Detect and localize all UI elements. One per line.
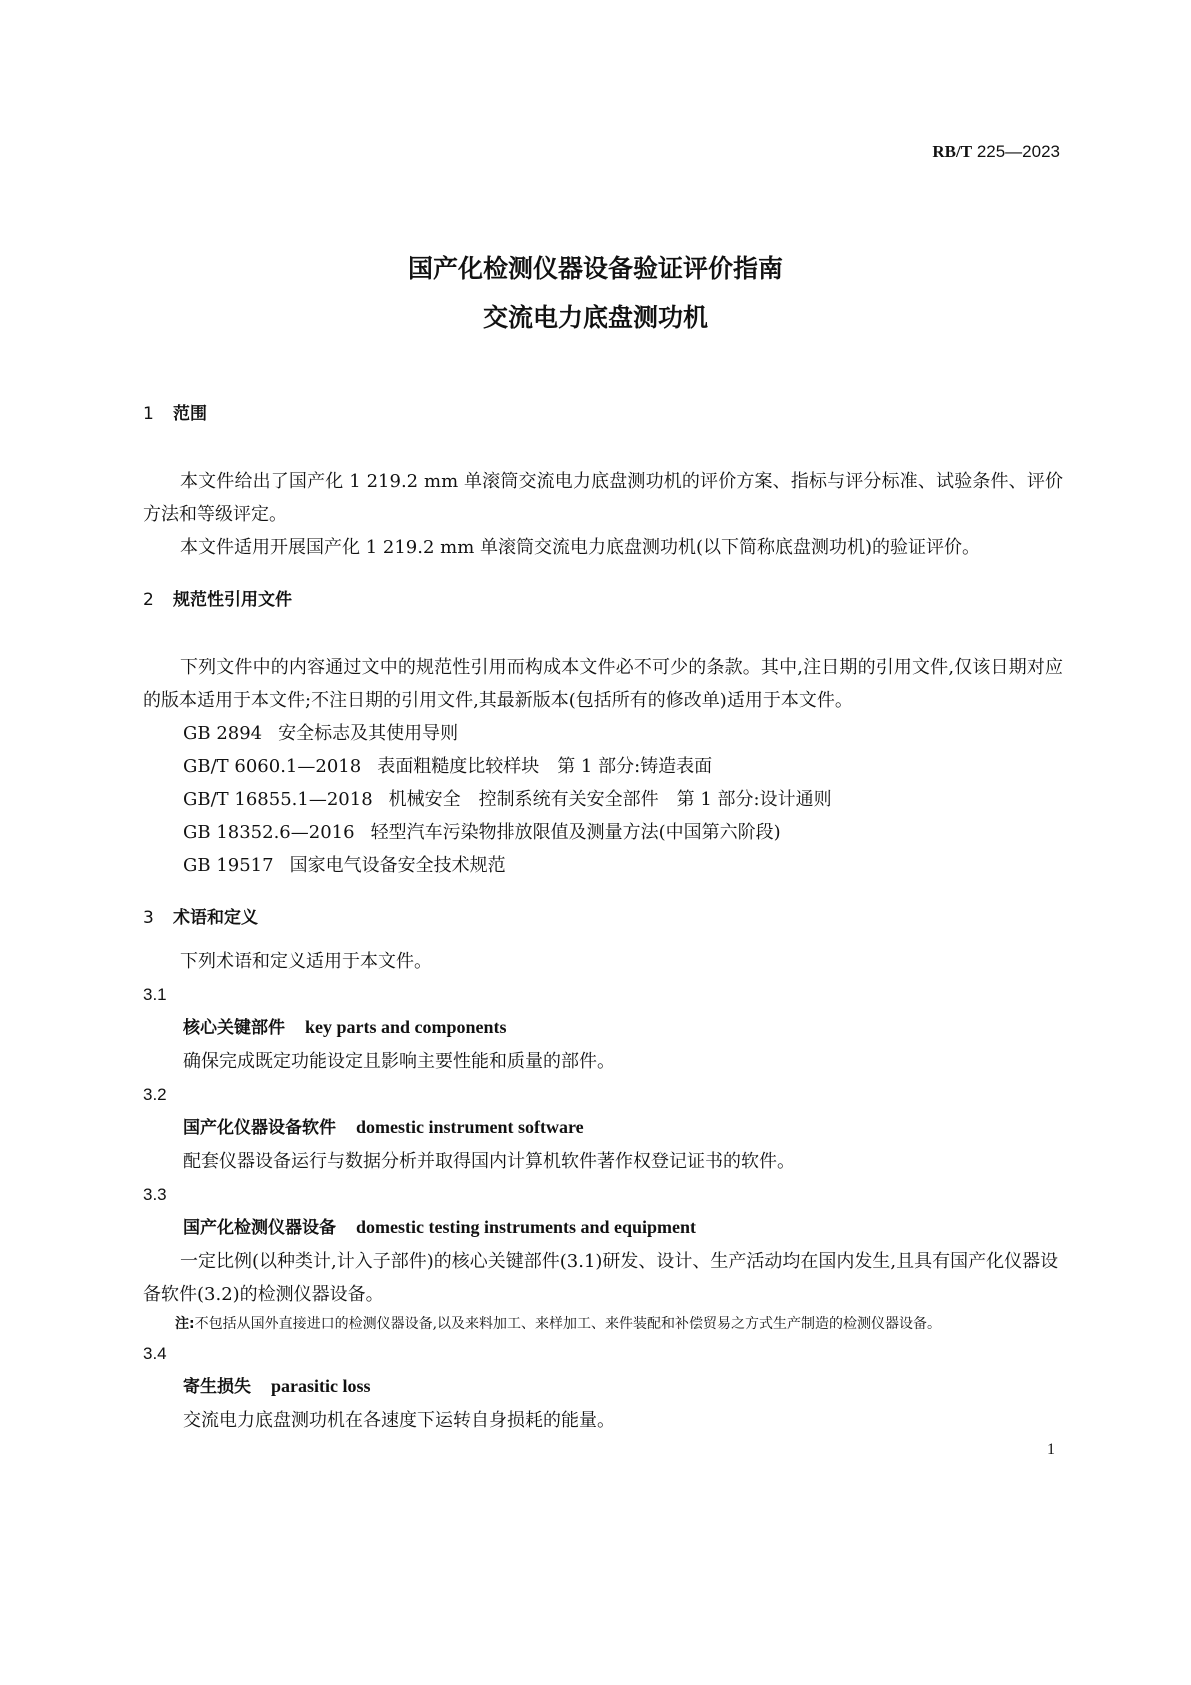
section-2-intro: 下列文件中的内容通过文中的规范性引用而构成本文件必不可少的条款。其中,注日期的引用文件,仅该日期对应的版本适用于本文件;不注日期的引用文件,其最新版本(包括所有的修改单)适用于本文件。	[143, 657, 1063, 711]
document-title	[0, 244, 1191, 342]
term-definition: 交流电力底盘测功机在各速度下运转自身损耗的能量。	[183, 1410, 615, 1431]
term-number: 3.1	[143, 985, 167, 1004]
standard-number: RB/T 225—2023	[932, 142, 1060, 161]
title-line-1: 国产化检测仪器设备验证评价指南	[407, 254, 783, 283]
section-2-heading: 2 规范性引用文件	[143, 590, 292, 610]
term-number: 3.3	[143, 1185, 167, 1204]
term-definition: 配套仪器设备运行与数据分析并取得国内计算机软件著作权登记证书的软件。	[183, 1151, 795, 1172]
term-heading: 国产化检测仪器设备 domestic testing instruments and equipment	[183, 1217, 697, 1238]
document-body	[143, 398, 1063, 1437]
term-number: 3.4	[143, 1344, 167, 1363]
reference-item: GB 18352.6—2016 轻型汽车污染物排放限值及测量方法(中国第六阶段)	[183, 822, 781, 843]
term-definition: 一定比例(以种类计,计入子部件)的核心关键部件(3.1)研发、设计、生产活动均在国内发生,且具有国产化仪器设备软件(3.2)的检测仪器设备。	[143, 1251, 1059, 1305]
term-heading: 国产化仪器设备软件 domestic instrument software	[183, 1117, 584, 1138]
section-3-intro: 下列术语和定义适用于本文件。	[180, 951, 432, 972]
reference-item: GB/T 16855.1—2018 机械安全 控制系统有关安全部件 第 1 部分:设计通则	[183, 789, 832, 810]
section-1-paragraph-1: 本文件给出了国产化 1 219.2 mm 单滚筒交流电力底盘测功机的评价方案、指标与评分标准、试验条件、评价方法和等级评定。	[143, 471, 1063, 525]
term-note: 注:不包括从国外直接进口的检测仪器设备,以及来料加工、来样加工、来件装配和补偿贸易之方式生产制造的检测仪器设备。	[175, 1316, 942, 1332]
reference-item: GB 19517 国家电气设备安全技术规范	[183, 855, 506, 876]
term-heading: 核心关键部件 key parts and components	[183, 1017, 507, 1038]
section-1-heading: 1 范围	[143, 404, 207, 424]
reference-item: GB 2894 安全标志及其使用导则	[183, 723, 459, 744]
title-line-2: 交流电力底盘测功机	[482, 303, 708, 332]
term-number: 3.2	[143, 1085, 167, 1104]
term-definition: 确保完成既定功能设定且影响主要性能和质量的部件。	[183, 1051, 615, 1072]
reference-item: GB/T 6060.1—2018 表面粗糙度比较样块 第 1 部分:铸造表面	[183, 756, 713, 777]
page-number: 1	[1047, 1441, 1055, 1458]
term-heading: 寄生损失 parasitic loss	[183, 1376, 371, 1397]
section-1-paragraph-2: 本文件适用开展国产化 1 219.2 mm 单滚筒交流电力底盘测功机(以下简称底盘测功机)的验证评价。	[180, 537, 981, 558]
section-3-heading: 3 术语和定义	[143, 908, 258, 928]
